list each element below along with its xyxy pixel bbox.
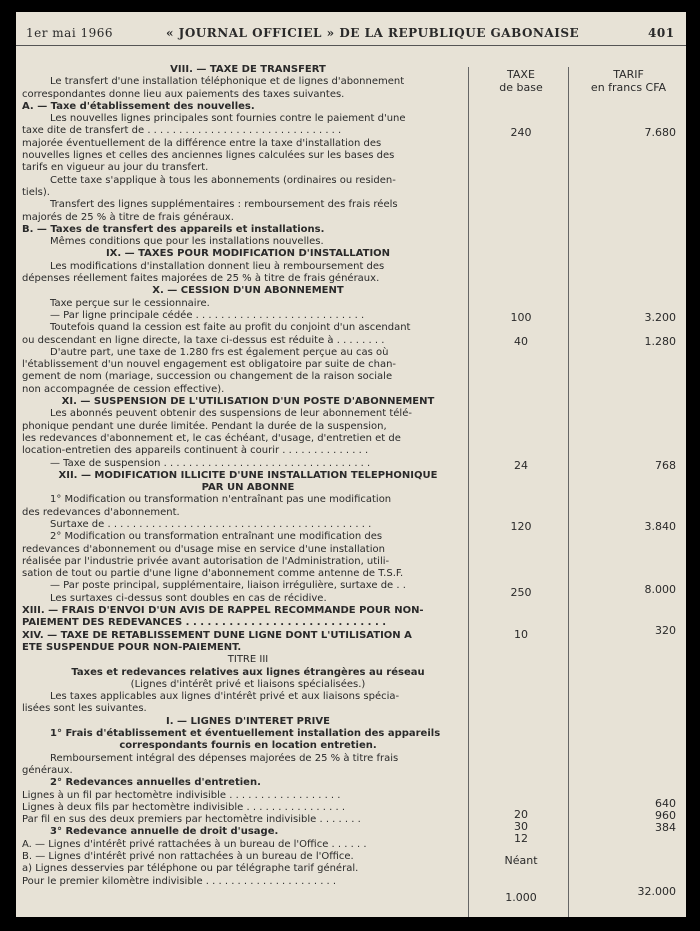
text-line: tiels). [22,186,50,198]
text-line: non accompagnée de cession effective). [22,383,225,395]
text-line: B. — Lignes d'intérêt privé non rattachées à un bureau de l'Office. [22,851,354,862]
taxe-value: 120 [510,520,532,533]
text-line: Remboursement intégral des dépenses majorées de 25 % à titre frais [50,752,399,764]
taxe-value: 240 [510,126,532,139]
header-date: 1er mai 1966 [26,26,114,40]
text-line: majorée éventuellement de la différence entre la taxe d'installation des [22,137,382,149]
text-line: des redevances d'abonnement. [22,506,180,518]
column-divider-2 [568,67,569,917]
page-number: 401 [648,26,675,40]
text-line: a) Lignes desservies par téléphone ou par télégraphe tarif général. [22,863,359,875]
section-title: XII. — MODIFICATION ILLICITE D'UNE INSTALLATION TELEPHONIQUE [58,469,438,481]
subsection-title: B. — Taxes de transfert des appareils et installations. [22,223,325,235]
text-line: Les nouvelles lignes principales sont fournies contre le paiement d'une [50,113,406,125]
text-line: — Par poste principal, supplémentaire, liaison irrégulière, surtaxe de . . [50,580,406,592]
tarif-value: 8.000 [644,583,676,596]
header-title: « JOURNAL OFFICIEL » DE LA REPUBLIQUE GABONAISE [166,26,580,40]
taxe-value: 24 [514,459,528,472]
document-page [16,12,686,917]
text-line: Toutefois quand la cession est faite au profit du conjoint d'un ascendant [50,322,411,334]
taxe-value: 1.000 [505,891,537,904]
text-line: Cette taxe s'applique à tous les abonnements (ordinaires ou residen- [50,174,396,186]
taxe-value: 100 [510,311,532,324]
text-line: 1° Modification ou transformation n'entraînant pas une modification [50,494,392,506]
text-line: Taxe perçue sur le cessionnaire. [50,297,210,309]
subsection-title: correspondants fournis en location entretien. [119,740,377,752]
taxe-value: Néant [504,854,538,867]
section-title: PAR UN ABONNE [201,482,295,494]
text-line: 2° Modification ou transformation entraînant une modification des [50,531,383,543]
text-line: les redevances d'abonnement et, le cas échéant, d'usage, d'entretien et de [22,432,401,444]
text-line: Lignes à deux fils par hectomètre indivisible . . . . . . . . . . . . . . . . [22,801,346,813]
subsection-title: A. — Taxe d'établissement des nouvelles. [22,100,255,112]
text-line: généraux. [22,764,73,776]
tarif-value: 384 [655,821,676,834]
text-line: lisées sont les suivantes. [22,703,147,715]
section-title: X. — CESSION D'UN ABONNEMENT [152,285,344,297]
document-body [22,64,474,888]
text-line: réalisée par l'industrie privée avant autorisation de l'Administration, utili- [22,555,390,567]
subsection-title: 3° Redevance annuelle de droit d'usage. [50,826,279,838]
tarif-value: 320 [655,624,676,637]
section-title: VIII. — TAXE DE TRANSFERT [170,64,326,75]
text-line: redevances d'abonnement ou d'usage mise en service d'une installation [22,543,385,555]
text-line: Les modifications d'installation donnent lieu à remboursement des [50,260,385,272]
tarif-value: 960 [655,809,676,822]
column-header-taxe: TAXE de base [499,68,543,94]
tarif-value: 1.280 [644,335,676,348]
text-line: gement de nom (mariage, succession ou changement de la raison sociale [22,371,393,383]
text-line: Mêmes conditions que pour les installations nouvelles. [50,236,324,248]
taxe-value: 20 [514,808,528,821]
text-line: Le transfert d'une installation téléphonique et de lignes d'abonnement [50,76,405,88]
text-line: (Lignes d'intérêt privé et liaisons spécialisées.) [130,678,366,690]
tarif-value: 3.200 [644,311,676,324]
text-line: Les surtaxes ci-dessus sont doubles en cas de récidive. [50,592,327,604]
section-title: I. — LIGNES D'INTERET PRIVE [166,715,330,727]
taxe-value: 30 [514,820,528,833]
text-line: — Taxe de suspension . . . . . . . . . . . . . . . . . . . . . . . . . . . . . . . . . [50,457,371,469]
text-line: sation de tout ou partie d'une ligne d'abonnement comme antenne de T.S.F. [22,568,404,580]
taxe-value: 40 [514,335,528,348]
taxe-value: 10 [514,628,528,641]
page-header [16,26,686,46]
section-title: XIII. — FRAIS D'ENVOI D'UN AVIS DE RAPPEL RECOMMANDE POUR NON- [22,605,424,617]
tarif-value: 3.840 [644,520,676,533]
text-line: Lignes à un fil par hectomètre indivisible . . . . . . . . . . . . . . . . . . [22,789,341,801]
text-line: Les taxes applicables aux lignes d'intérêt privé et aux liaisons spécia- [50,691,400,703]
header-rule [16,45,686,46]
tarif-value: 768 [655,459,676,472]
text-line: Par fil en sus des deux premiers par hectomètre indivisible . . . . . . . [22,814,361,826]
text-line: — Par ligne principale cédée . . . . . . . . . . . . . . . . . . . . . . . . . . . [50,309,365,321]
title-heading: TITRE III [227,654,269,666]
text-line: nouvelles lignes et celles des anciennes lignes calculées sur les bases des [22,150,395,162]
taxe-value: 250 [510,586,532,599]
taxe-value: 12 [514,832,528,845]
text-line: phonique pendant une durée limitée. Pendant la durée de la suspension, [22,420,387,432]
section-title: PAIEMENT DES REDEVANCES . . . . . . . . . . . . . . . . . . . . . . . . . . . . [22,617,387,629]
text-line: dépenses réellement faites majorées de 25 % à titre de frais généraux. [22,273,380,285]
text-line: location-entretien des appareils continuent à courir . . . . . . . . . . . . . . [22,445,369,457]
text-line: majorés de 25 % à titre de frais généraux. [22,211,234,223]
tarif-value: 32.000 [637,885,676,898]
subsection-title: 1° Frais d'établissement et éventuellement installation des appareils [50,728,441,740]
text-line: Pour le premier kilomètre indivisible . . . . . . . . . . . . . . . . . . . . . [22,875,337,887]
tarif-value: 7.680 [644,126,676,139]
section-title: IX. — TAXES POUR MODIFICATION D'INSTALLATION [105,248,391,260]
tarif-value: 640 [655,797,676,810]
title-subheading: Taxes et redevances relatives aux lignes étrangères au réseau [71,666,425,678]
text-line: Surtaxe de . . . . . . . . . . . . . . . . . . . . . . . . . . . . . . . . . . . . . . . . . . [50,518,372,530]
section-title: XI. — SUSPENSION DE L'UTILISATION D'UN POSTE D'ABONNEMENT [61,396,435,408]
text-line: l'établissement d'un nouvel engagement est obligatoire par suite de chan- [22,359,397,371]
text-line: Transfert des lignes supplémentaires : remboursement des frais réels [50,199,398,211]
text-line: ou descendant en ligne directe, la taxe ci-dessus est réduite à . . . . . . . . [22,334,385,346]
text-line: correspondantes donne lieu aux paiements des taxes suivantes. [22,88,345,100]
column-header-tarif: TARIF en francs CFA [590,68,667,94]
subsection-title: 2° Redevances annuelles d'entretien. [50,777,261,789]
text-line: tarifs en vigueur au jour du transfert. [22,162,209,174]
section-title: XIV. — TAXE DE RETABLISSEMENT DUNE LIGNE DONT L'UTILISATION A [22,629,412,641]
text-line: A. — Lignes d'intérêt privé rattachées à un bureau de l'Office . . . . . . [22,838,367,850]
section-title: ETE SUSPENDUE POUR NON-PAIEMENT. [22,641,242,653]
text-line: Les abonnés peuvent obtenir des suspensions de leur abonnement télé- [50,408,412,420]
text-line: D'autre part, une taxe de 1.280 frs est également perçue au cas où [50,346,389,358]
text-line: taxe dite de transfert de . . . . . . . . . . . . . . . . . . . . . . . . . . . . . . . [22,125,342,137]
